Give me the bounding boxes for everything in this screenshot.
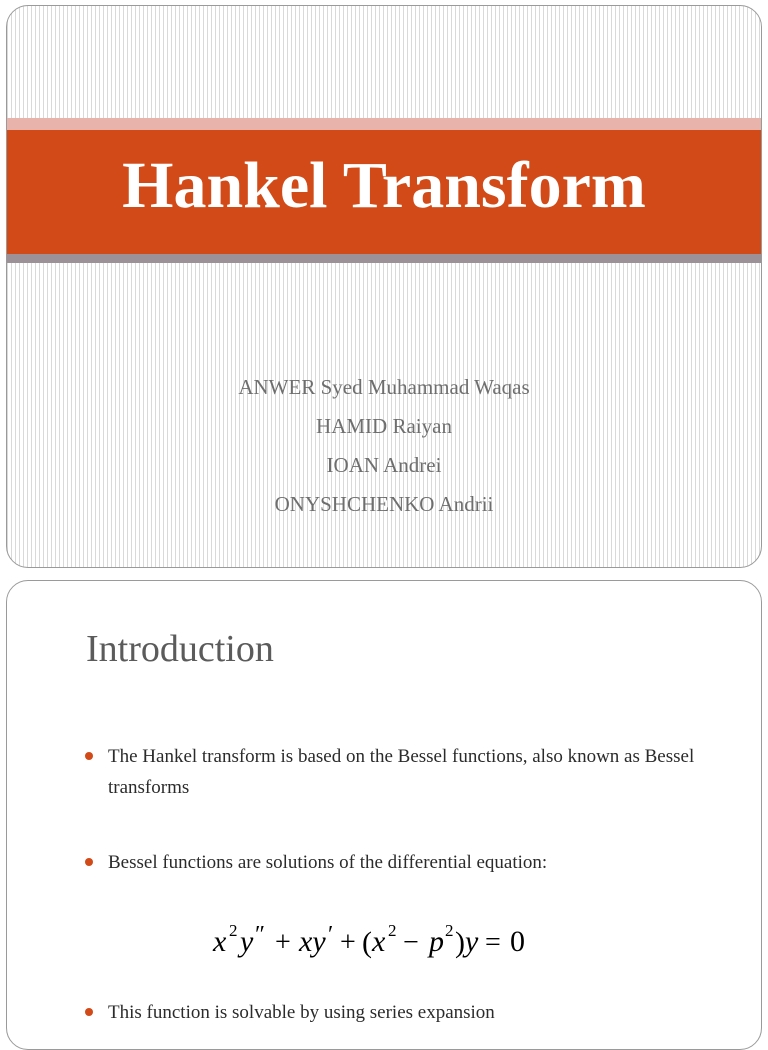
eq-y: y: [240, 925, 254, 958]
author-2: HAMID Raiyan: [316, 414, 452, 438]
eq-minus: −: [403, 927, 419, 958]
bullet-item: [85, 741, 721, 803]
author-list: [7, 368, 761, 524]
section-heading: Introduction: [86, 628, 274, 670]
bullet-item: [85, 847, 721, 878]
eq-prime: ′: [328, 922, 334, 948]
bullet-item: [85, 997, 721, 1028]
eq-p: p: [429, 925, 444, 958]
title-slide: [6, 5, 762, 568]
eq-y-2: y: [465, 925, 479, 958]
author-4: ONYSHCHENKO Andrii: [274, 492, 494, 516]
eq-zero: 0: [510, 925, 525, 958]
bullet-text: The Hankel transform is based on the Bessel functions, also known as Bessel transforms: [108, 746, 695, 798]
eq-xy: xy: [299, 925, 326, 958]
bullet-dot-icon: [85, 1008, 93, 1016]
eq-x-2: x: [372, 925, 386, 958]
eq-plus-1: +: [275, 927, 291, 958]
eq-open-paren: (: [362, 926, 372, 959]
bullet-text: Bessel functions are solutions of the differential equation:: [108, 852, 548, 873]
bullet-dot-icon: [85, 858, 93, 866]
eq-equals: =: [485, 927, 501, 958]
eq-double-prime: ″: [255, 922, 265, 948]
eq-exp-2: 2: [388, 921, 397, 940]
author-3: IOAN Andrei: [326, 453, 442, 477]
eq-x: x: [213, 925, 227, 958]
bullet-dot-icon: [85, 752, 93, 760]
introduction-slide: [6, 580, 762, 1050]
eq-exp-3: 2: [445, 921, 454, 940]
slide-title: Hankel Transform: [122, 149, 646, 222]
author-1: ANWER Syed Muhammad Waqas: [238, 375, 530, 399]
title-band-top-stripe: [7, 118, 761, 130]
eq-exp-1: 2: [229, 921, 238, 940]
bullet-text: This function is solvable by using series expansion: [108, 1002, 495, 1023]
bessel-differential-equation: [207, 916, 547, 966]
title-band-bottom-stripe: [7, 254, 761, 263]
eq-plus-2: +: [340, 927, 356, 958]
eq-close-paren: ): [455, 926, 465, 959]
